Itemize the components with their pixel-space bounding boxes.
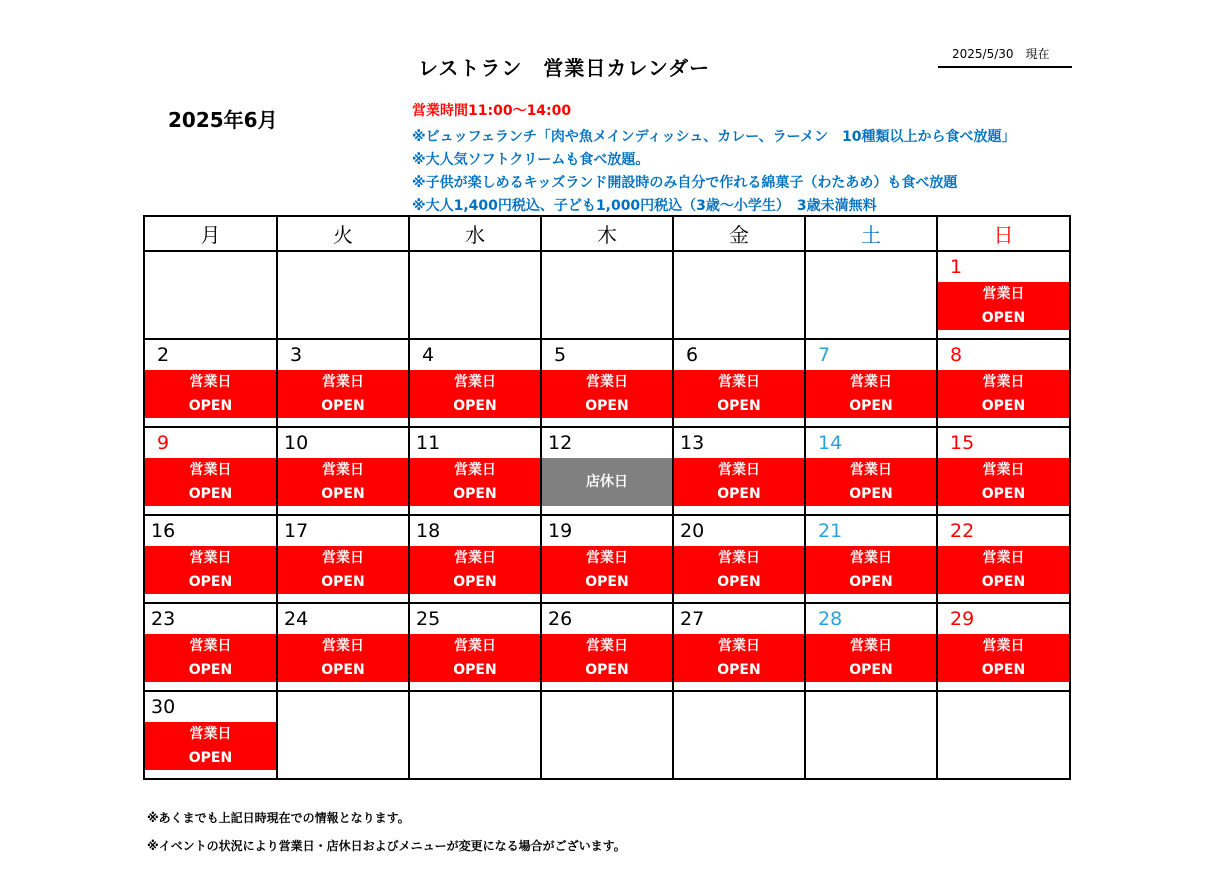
calendar-day-cell xyxy=(937,515,1070,603)
open-label-jp: 営業日 xyxy=(982,286,1025,302)
open-label-jp: 営業日 xyxy=(189,726,232,742)
day-number: 25 xyxy=(416,608,441,630)
open-day-badge xyxy=(806,546,936,594)
calendar-day-cell xyxy=(805,603,937,691)
open-day-badge xyxy=(542,634,672,682)
day-number: 8 xyxy=(950,344,963,366)
note-softcream: ※大人気ソフトクリームも食べ放題。 xyxy=(412,152,650,168)
open-label-en: OPEN xyxy=(717,574,761,590)
calendar-day-cell xyxy=(144,427,277,515)
calendar-week-row xyxy=(144,339,1070,427)
calendar-day-cell xyxy=(937,603,1070,691)
open-label-en: OPEN xyxy=(849,398,893,414)
open-label-jp: 営業日 xyxy=(718,550,760,566)
open-day-badge xyxy=(938,546,1069,594)
day-number: 19 xyxy=(548,520,573,542)
day-number: 23 xyxy=(151,608,176,630)
open-label-en: OPEN xyxy=(849,574,893,590)
calendar-day-cell xyxy=(409,339,541,427)
open-label-en: OPEN xyxy=(849,486,893,502)
open-day-badge xyxy=(938,282,1069,330)
day-number: 27 xyxy=(680,608,705,630)
open-day-badge xyxy=(938,370,1069,418)
day-number: 24 xyxy=(284,608,309,630)
calendar-day-cell xyxy=(937,339,1070,427)
weekday-wed: 水 xyxy=(409,216,541,251)
weekday-thu: 木 xyxy=(541,216,673,251)
open-label-jp: 営業日 xyxy=(982,550,1025,566)
note-price: ※大人1,400円税込、子ども1,000円税込（3歳～小学生） 3歳未満無料 xyxy=(412,198,877,214)
open-label-jp: 営業日 xyxy=(982,374,1025,390)
calendar-empty-cell xyxy=(673,691,805,779)
open-label-jp: 営業日 xyxy=(454,550,496,566)
calendar-table xyxy=(143,215,1071,780)
open-label-en: OPEN xyxy=(981,310,1026,326)
note-buffet: ※ビュッフェランチ「肉や魚メインディッシュ、カレー、ラーメン 10種類以上から食べ放題」 xyxy=(412,129,1016,145)
open-label-en: OPEN xyxy=(453,486,497,502)
day-number: 29 xyxy=(950,608,975,630)
open-day-badge xyxy=(542,370,672,418)
open-label-jp: 営業日 xyxy=(586,638,628,654)
open-label-en: OPEN xyxy=(321,574,365,590)
open-label-en: OPEN xyxy=(981,662,1026,678)
calendar-day-cell xyxy=(144,603,277,691)
closed-label: 店休日 xyxy=(586,474,628,490)
open-label-jp: 営業日 xyxy=(718,638,760,654)
open-label-en: OPEN xyxy=(188,574,233,590)
calendar-day-cell xyxy=(805,427,937,515)
weekday-mon: 月 xyxy=(144,216,277,251)
business-hours: 営業時間11:00～14:00 xyxy=(412,103,572,119)
calendar-body xyxy=(144,251,1070,779)
open-day-badge xyxy=(542,546,672,594)
open-day-badge xyxy=(278,634,408,682)
calendar-day-cell xyxy=(673,339,805,427)
open-label-jp: 営業日 xyxy=(322,462,364,478)
calendar-empty-cell xyxy=(541,691,673,779)
calendar-week-row xyxy=(144,427,1070,515)
open-label-jp: 営業日 xyxy=(982,638,1025,654)
open-label-en: OPEN xyxy=(453,662,497,678)
calendar-day-cell xyxy=(277,603,409,691)
day-number: 10 xyxy=(284,432,309,454)
open-label-jp: 営業日 xyxy=(850,638,892,654)
day-number: 15 xyxy=(950,432,975,454)
calendar-day-cell xyxy=(673,515,805,603)
day-number: 20 xyxy=(680,520,705,542)
open-label-jp: 営業日 xyxy=(189,638,232,654)
open-label-jp: 営業日 xyxy=(322,550,364,566)
day-number: 7 xyxy=(818,344,831,366)
calendar-day-cell xyxy=(277,339,409,427)
calendar-day-cell xyxy=(409,427,541,515)
open-label-en: OPEN xyxy=(188,398,233,414)
day-number: 22 xyxy=(950,520,975,542)
footer-note-1: ※あくまでも上記日時現在での情報となります。 xyxy=(147,811,410,825)
note-kidsland: ※子供が楽しめるキッズランド開設時のみ自分で作れる綿菓子（わたあめ）も食べ放題 xyxy=(412,175,958,191)
open-label-en: OPEN xyxy=(453,398,497,414)
open-label-jp: 営業日 xyxy=(850,462,892,478)
open-label-en: OPEN xyxy=(717,662,761,678)
open-day-badge xyxy=(674,634,804,682)
open-label-en: OPEN xyxy=(321,662,365,678)
open-label-jp: 営業日 xyxy=(189,550,232,566)
open-day-badge xyxy=(145,634,276,682)
calendar-empty-cell xyxy=(277,691,409,779)
open-label-en: OPEN xyxy=(321,486,365,502)
open-label-en: OPEN xyxy=(585,398,629,414)
open-label-jp: 営業日 xyxy=(718,374,760,390)
weekday-sun: 日 xyxy=(937,216,1070,251)
open-day-badge xyxy=(806,370,936,418)
calendar-week-row xyxy=(144,251,1070,339)
calendar-day-cell xyxy=(277,427,409,515)
calendar-empty-cell xyxy=(409,691,541,779)
calendar-day-cell xyxy=(144,691,277,779)
open-day-badge xyxy=(806,634,936,682)
calendar-day-cell xyxy=(144,339,277,427)
calendar-week-row xyxy=(144,515,1070,603)
weekday-tue: 火 xyxy=(277,216,409,251)
calendar-empty-cell xyxy=(937,691,1070,779)
day-number: 4 xyxy=(422,344,435,366)
calendar-empty-cell xyxy=(673,251,805,339)
calendar-day-cell xyxy=(409,603,541,691)
page-title: レストラン 営業日カレンダー xyxy=(418,56,711,80)
open-day-badge xyxy=(278,370,408,418)
calendar-day-cell xyxy=(409,515,541,603)
calendar-day-cell xyxy=(937,251,1070,339)
calendar-day-cell xyxy=(541,427,673,515)
weekday-header-row xyxy=(144,216,1070,251)
day-number: 12 xyxy=(548,432,573,454)
calendar-day-cell xyxy=(541,515,673,603)
open-label-jp: 営業日 xyxy=(322,638,364,654)
open-label-en: OPEN xyxy=(981,398,1026,414)
as-of-date: 2025/5/30 現在 xyxy=(938,45,1072,68)
open-day-badge xyxy=(278,546,408,594)
calendar-empty-cell xyxy=(805,251,937,339)
month-label: 2025年6月 xyxy=(168,108,278,132)
open-label-jp: 営業日 xyxy=(586,374,628,390)
open-label-jp: 営業日 xyxy=(718,462,760,478)
open-label-jp: 営業日 xyxy=(850,374,892,390)
weekday-sat: 土 xyxy=(805,216,937,251)
day-number: 1 xyxy=(950,256,963,278)
day-number: 3 xyxy=(290,344,303,366)
calendar-day-cell xyxy=(937,427,1070,515)
day-number: 2 xyxy=(157,344,170,366)
open-label-en: OPEN xyxy=(321,398,365,414)
calendar-empty-cell xyxy=(409,251,541,339)
open-label-jp: 営業日 xyxy=(189,374,232,390)
day-number: 18 xyxy=(416,520,441,542)
open-day-badge xyxy=(410,458,540,506)
day-number: 21 xyxy=(818,520,843,542)
open-day-badge xyxy=(410,546,540,594)
open-label-jp: 営業日 xyxy=(586,550,628,566)
calendar-day-cell xyxy=(277,515,409,603)
calendar-day-cell xyxy=(541,603,673,691)
weekday-fri: 金 xyxy=(673,216,805,251)
calendar-day-cell xyxy=(805,339,937,427)
day-number: 26 xyxy=(548,608,573,630)
open-day-badge xyxy=(410,370,540,418)
calendar-week-row xyxy=(144,603,1070,691)
open-label-en: OPEN xyxy=(585,662,629,678)
open-label-en: OPEN xyxy=(453,574,497,590)
open-label-en: OPEN xyxy=(981,574,1026,590)
day-number: 28 xyxy=(818,608,843,630)
day-number: 30 xyxy=(151,696,176,718)
open-label-en: OPEN xyxy=(849,662,893,678)
closed-day-badge xyxy=(542,458,672,506)
footer-note-2: ※イベントの状況により営業日・店休日およびメニューが変更になる場合がございます。 xyxy=(147,839,626,853)
calendar-day-cell xyxy=(805,515,937,603)
open-day-badge xyxy=(938,458,1069,506)
open-label-en: OPEN xyxy=(585,574,629,590)
open-label-en: OPEN xyxy=(717,398,761,414)
open-day-badge xyxy=(145,722,276,770)
calendar-day-cell xyxy=(673,603,805,691)
day-number: 5 xyxy=(554,344,567,366)
calendar-empty-cell xyxy=(805,691,937,779)
day-number: 13 xyxy=(680,432,705,454)
day-number: 11 xyxy=(416,432,441,454)
calendar-empty-cell xyxy=(277,251,409,339)
open-label-en: OPEN xyxy=(981,486,1026,502)
day-number: 14 xyxy=(818,432,843,454)
calendar-empty-cell xyxy=(541,251,673,339)
open-day-badge xyxy=(674,546,804,594)
open-day-badge xyxy=(145,370,276,418)
calendar-day-cell xyxy=(673,427,805,515)
open-day-badge xyxy=(674,458,804,506)
open-day-badge xyxy=(674,370,804,418)
open-label-en: OPEN xyxy=(188,750,233,766)
open-label-jp: 営業日 xyxy=(454,462,496,478)
calendar-week-row xyxy=(144,691,1070,779)
open-day-badge xyxy=(145,458,276,506)
day-number: 9 xyxy=(157,432,170,454)
open-day-badge xyxy=(145,546,276,594)
open-label-jp: 営業日 xyxy=(322,374,364,390)
open-label-en: OPEN xyxy=(188,486,233,502)
open-label-jp: 営業日 xyxy=(982,462,1025,478)
day-number: 16 xyxy=(151,520,176,542)
open-label-jp: 営業日 xyxy=(454,374,496,390)
day-number: 17 xyxy=(284,520,309,542)
open-day-badge xyxy=(938,634,1069,682)
open-label-jp: 営業日 xyxy=(454,638,496,654)
open-label-jp: 営業日 xyxy=(189,462,232,478)
open-day-badge xyxy=(806,458,936,506)
calendar-day-cell xyxy=(541,339,673,427)
open-label-en: OPEN xyxy=(717,486,761,502)
day-number: 6 xyxy=(686,344,699,366)
calendar-day-cell xyxy=(144,515,277,603)
open-day-badge xyxy=(410,634,540,682)
open-day-badge xyxy=(278,458,408,506)
open-label-en: OPEN xyxy=(188,662,233,678)
calendar-empty-cell xyxy=(144,251,277,339)
open-label-jp: 営業日 xyxy=(850,550,892,566)
